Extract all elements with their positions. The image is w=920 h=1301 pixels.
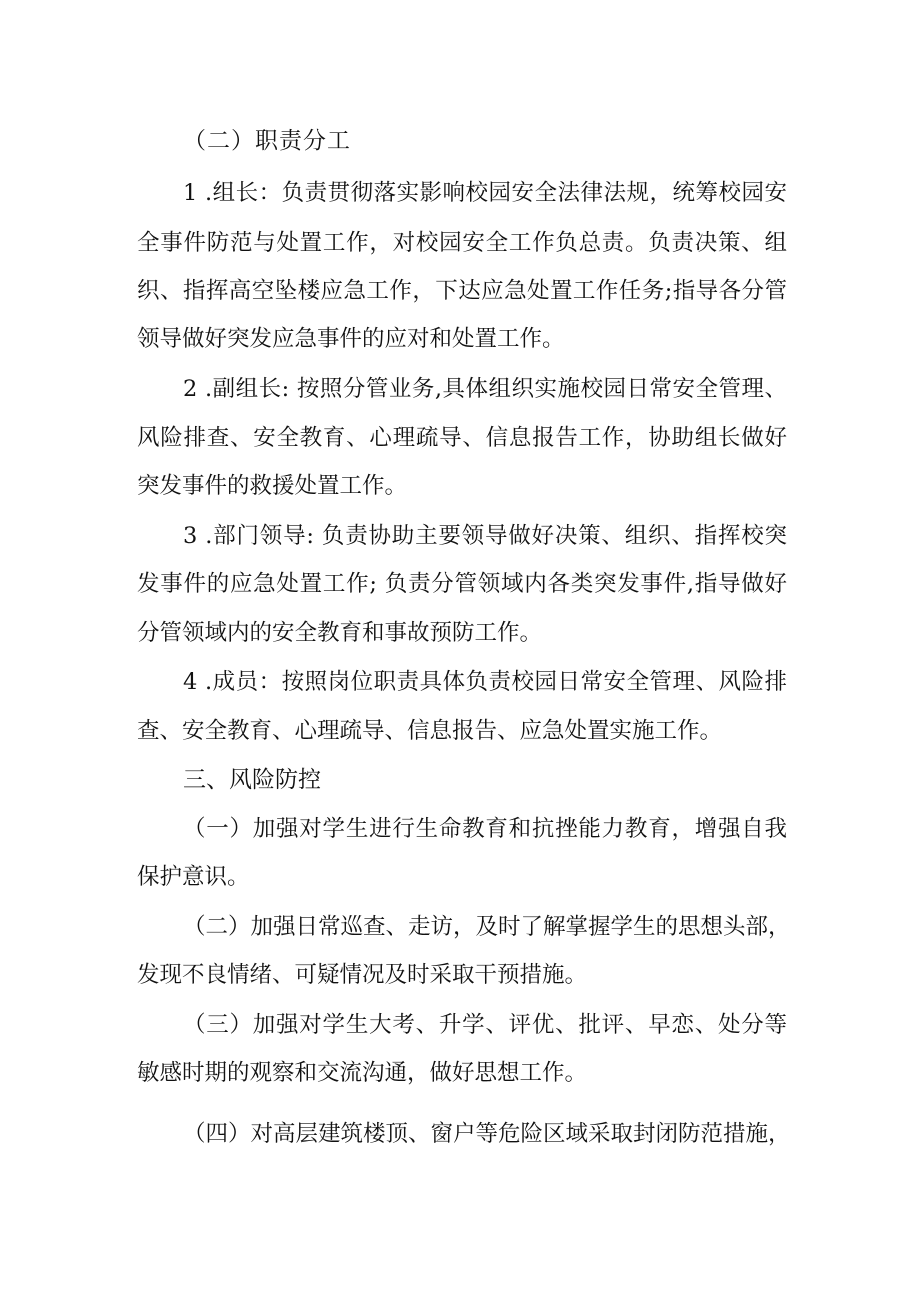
paragraph-deputy-line-2: 风险排查、安全教育、心理疏导、信息报告工作，协助组长做好 (137, 425, 787, 451)
paragraph-deputy-line-3: 突发事件的救援处置工作。 (137, 473, 408, 499)
section-heading-duties: （二）职责分工 (183, 128, 351, 154)
risk-item-3-line-1: （三）加强对学生大考、升学、评优、批评、早恋、处分等 (183, 1012, 787, 1038)
section-heading-risk: 三、风险防控 (183, 767, 321, 793)
risk-item-4-line-1: （四）对高层建筑楼顶、窗户等危险区域采取封闭防范措施， (183, 1121, 791, 1147)
paragraph-members-line-1: 4 .成员：按照岗位职责具体负责校园日常安全管理、风险排 (183, 669, 787, 695)
paragraph-members-line-2: 查、安全教育、心理疏导、信息报告、应急处置实施工作。 (137, 718, 723, 744)
paragraph-leader-line-2: 全事件防范与处置工作，对校园安全工作负总责。负责决策、组 (137, 230, 787, 256)
paragraph-department-line-1: 3 .部门领导: 负责协助主要领导做好决策、组织、指挥校突 (183, 523, 787, 549)
paragraph-leader-line-1: 1 .组长：负责贯彻落实影响校园安全法律法规，统筹校园安 (183, 180, 787, 206)
risk-item-1-line-1: （一）加强对学生进行生命教育和抗挫能力教育，增强自我 (183, 816, 787, 842)
risk-item-2-line-1: （二）加强日常巡查、走访，及时了解掌握学生的思想头部， (183, 914, 791, 940)
risk-item-3-line-2: 敏感时期的观察和交流沟通，做好思想工作。 (137, 1060, 588, 1086)
paragraph-department-line-2: 发事件的应急处置工作; 负责分管领域内各类突发事件,指导做好 (137, 571, 787, 597)
risk-item-1-line-2: 保护意识。 (137, 864, 250, 890)
paragraph-deputy-line-1: 2 .副组长: 按照分管业务,具体组织实施校园日常安全管理、 (183, 376, 787, 402)
paragraph-department-line-3: 分管领域内的安全教育和事故预防工作。 (137, 620, 543, 646)
risk-item-2-line-2: 发现不良情绪、可疑情况及时采取干预措施。 (137, 962, 588, 988)
paragraph-leader-line-3: 织、指挥高空坠楼应急工作，下达应急处置工作任务;指导各分管 (137, 278, 787, 304)
paragraph-leader-line-4: 领导做好突发应急事件的应对和处置工作。 (137, 326, 565, 352)
